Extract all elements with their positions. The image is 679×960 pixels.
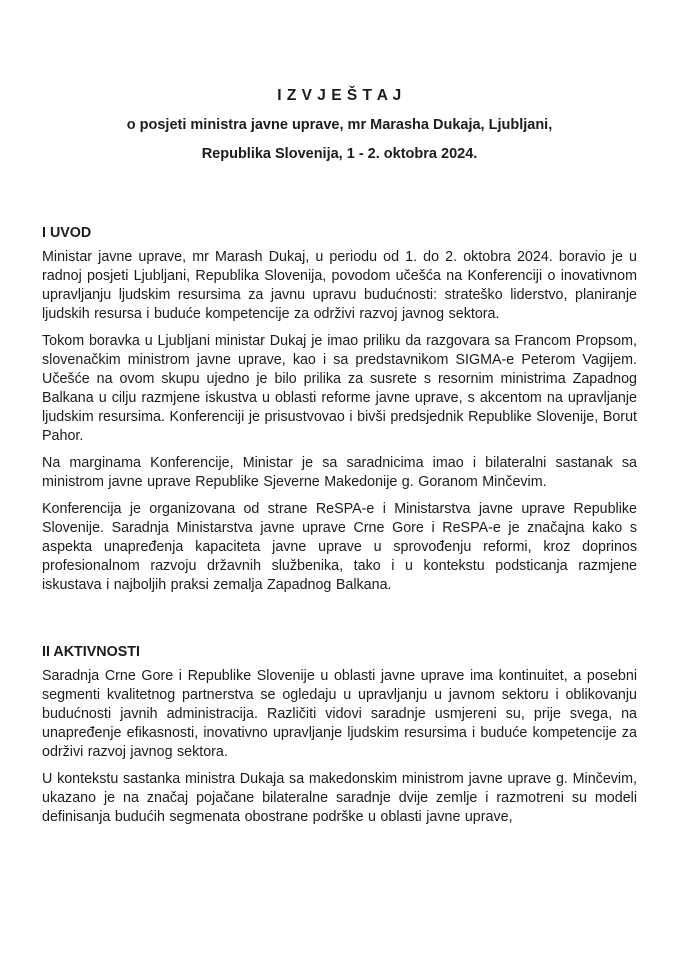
paragraph-uvod-1: Ministar javne uprave, mr Marash Dukaj, u periodu od 1. do 2. oktobra 2024. boravio je u radnoj posjeti Ljubljani, Republika Slovenija, povodom učešća na Konferenciji o inovativnom upravljanju ljudskim resursima za javnu upravu budućnosti: strateško liderstvo, planiranje ljudskih resursa i buduće kompetencije za održivi razvoj javnog sektora. <box>42 249 637 322</box>
paragraph-aktivnosti-2: U kontekstu sastanka ministra Dukaja sa makedonskim ministrom javne uprave g. Minčevim, ukazano je na značaj pojačane bilateralne saradnje dvije zemlje i razmotreni su modeli definisanja budućih segmenata obostrane podrške u oblasti javne uprave, <box>42 771 637 825</box>
document-subtitle-line-1: o posjeti ministra javne uprave, mr Marasha Dukaja, Ljubljani, <box>126 117 553 133</box>
paragraph-uvod-3: Na marginama Konferencije, Ministar je sa saradnicima imao i bilateralni sastanak sa ministrom javne uprave Republike Sjeverne Makedonije g. Goranom Minčevim. <box>42 455 637 490</box>
section-heading-uvod: I UVOD <box>42 225 92 241</box>
paragraph-uvod-2: Tokom boravka u Ljubljani ministar Dukaj je imao priliku da razgovara sa Francom Propsom, slovenačkim ministrom javne uprave, kao i sa predstavnikom SIGMA-e Peterom Vagijem. Učešće na ovom skupu ujedno je bilo prilika za susrete s resornim ministrima Zapadnog Balkana u cilju razmjene iskustva u oblasti reforme javne uprave, s akcentom na upravljanje ljudskim resursima. Konferenciji je prisustvovao i bivši predsjednik Republike Slovenije, Borut Pahor. <box>42 333 637 444</box>
section-heading-aktivnosti: II AKTIVNOSTI <box>42 644 140 660</box>
section-aktivnosti <box>42 643 637 827</box>
paragraph-uvod-4: Konferencija je organizovana od strane ReSPA-e i Ministarstva javne uprave Republike Slovenije. Saradnja Ministarstva javne uprave Crne Gore i ReSPA-e je značajna kako s aspekta unapređenja kapaciteta javne uprave u sprovođenju reformi, kroz doprinos profesionalnom razvoju državnih službenika, tako i u kontekstu podsticanja razmjene iskustava i najboljih praksi zemalja Zapadnog Balkana. <box>42 501 637 593</box>
document-title: I Z V J E Š T A J <box>277 87 402 104</box>
paragraph-aktivnosti-1: Saradnja Crne Gore i Republike Slovenije u oblasti javne uprave ima kontinuitet, a posebni segmenti kvalitetnog partnerstva se ogledaju u upravljanju u javnom sektoru i oblikovanju budućnosti javnih administracija. Različiti vidovi saradnje usmjereni su, prije svega, na unapređenje efikasnosti, inovativno upravljanje ljudskim resursima i buduće kompetencije za održivi razvoj javnog sektora. <box>42 668 637 760</box>
section-uvod <box>42 224 637 595</box>
document-subtitle-line-2: Republika Slovenija, 1 - 2. oktobra 2024. <box>201 146 478 162</box>
